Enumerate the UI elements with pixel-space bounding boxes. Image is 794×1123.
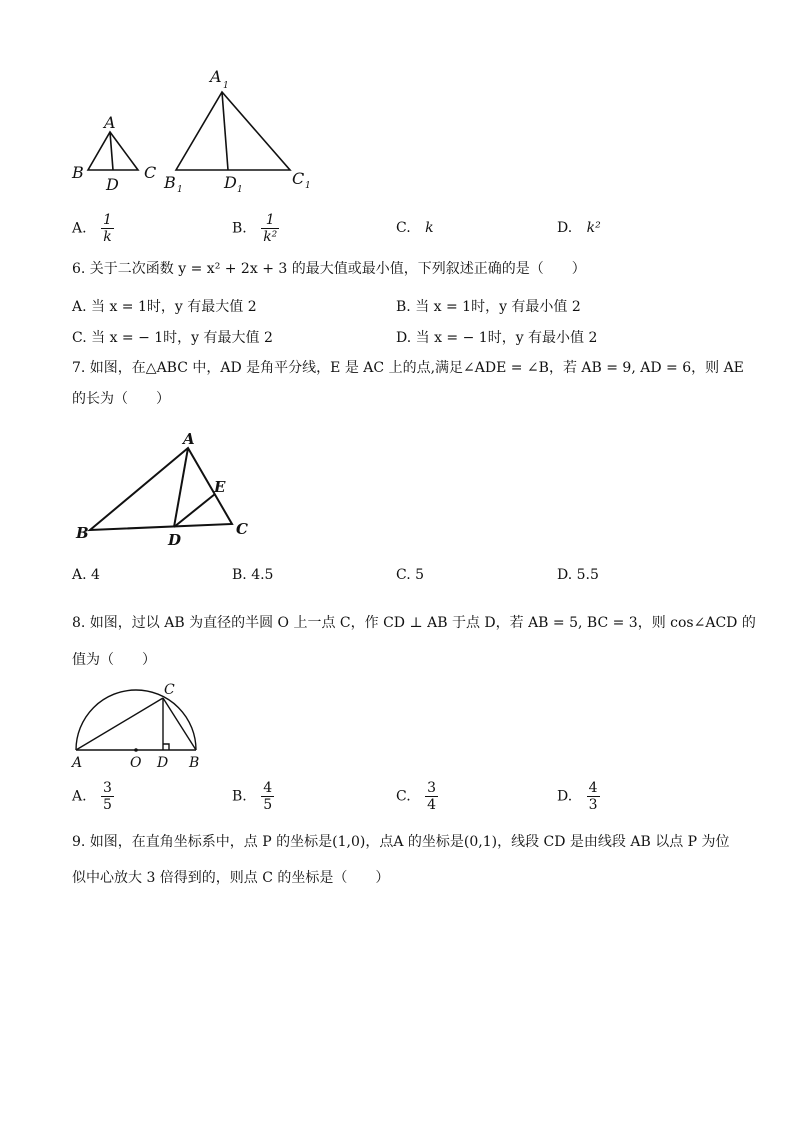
- fig5-label-b: B: [72, 163, 84, 182]
- q7-option-b[interactable]: B. 4.5: [232, 567, 274, 583]
- q6-option-b[interactable]: B. 当 x = 1时，y 有最小值 2: [396, 299, 581, 315]
- q7-label-c: C: [236, 520, 248, 538]
- q5-b-denominator: k²: [263, 229, 278, 245]
- fig5-label-b1: B: [164, 173, 176, 192]
- fig5-sub-b1: 1: [177, 185, 183, 195]
- q7-label-b: B: [76, 524, 89, 542]
- q8-stem-line1: 8. 如图，过以 AB 为直径的半圆 O 上一点 C，作 CD ⊥ AB 于点 D，若 AB = 5, BC = 3，则 cos∠ACD 的: [72, 615, 756, 631]
- q7-stem-line1: 7. 如图，在△ABC 中，AD 是角平分线，E 是 AC 上的点,满足∠ADE = ∠B，若 AB = 9, AD = 6，则 AE: [72, 360, 744, 376]
- q7-label-e: E: [214, 478, 226, 496]
- q6-option-d[interactable]: D. 当 x = − 1时，y 有最小值 2: [396, 330, 598, 346]
- q8-b-numerator: 4: [263, 780, 273, 796]
- q5-option-a[interactable]: A. $\frac{1}{k}$: [72, 212, 112, 245]
- q7-triangle-figure: [72, 428, 262, 550]
- q8-d-denominator: 3: [588, 797, 598, 813]
- fig5-label-a: A: [104, 113, 116, 132]
- fig5-sub-a1: 1: [223, 81, 229, 91]
- q8-label-b: B: [189, 755, 200, 770]
- q8-option-d[interactable]: D. $\frac{4}{3}$: [557, 780, 598, 813]
- q6-stem: 6. 关于二次函数 y = x² + 2x + 3 的最大值或最小值，下列叙述正确的是（ ）: [72, 261, 586, 277]
- q8-label-a: A: [72, 755, 83, 770]
- q8-label-c: C: [164, 682, 175, 698]
- q9-stem-line1: 9. 如图，在直角坐标系中，点 P 的坐标是(1,0)，点A 的坐标是(0,1)，线段 CD 是由线段 AB 以点 P 为位: [72, 834, 730, 850]
- q7-option-a[interactable]: A. 4: [72, 567, 100, 583]
- q8-d-numerator: 4: [588, 780, 598, 796]
- fig5-label-d1: D: [224, 173, 237, 192]
- q5-option-d[interactable]: D. k²: [557, 220, 601, 236]
- q8-option-b[interactable]: B. $\frac{4}{5}$: [232, 780, 273, 813]
- q8-c-numerator: 3: [427, 780, 437, 796]
- q7-stem-line2: 的长为（ ）: [72, 391, 170, 407]
- fig5-sub-d1: 1: [237, 185, 243, 195]
- q5-b-numerator: 1: [261, 212, 279, 229]
- fig5-label-a1: A: [210, 67, 222, 86]
- q8-semicircle-figure: [68, 678, 208, 770]
- q8-a-numerator: 3: [103, 780, 112, 796]
- fig5-label-c: C: [144, 163, 157, 182]
- q7-option-c[interactable]: C. 5: [396, 567, 425, 583]
- q8-b-denominator: 5: [263, 797, 273, 813]
- q8-a-denominator: 5: [103, 797, 112, 813]
- q8-c-denominator: 4: [427, 797, 437, 813]
- fig5-sub-c1: 1: [305, 181, 311, 191]
- q5-a-numerator: 1: [103, 212, 112, 228]
- similar-triangles-figure: [68, 62, 328, 197]
- q6-option-c[interactable]: C. 当 x = − 1时，y 有最大值 2: [72, 330, 273, 346]
- q8-option-c[interactable]: C. $\frac{3}{4}$: [396, 780, 437, 813]
- q7-option-d[interactable]: D. 5.5: [557, 567, 599, 583]
- q6-option-a[interactable]: A. 当 x = 1时，y 有最大值 2: [72, 299, 257, 315]
- q8-label-o: O: [130, 755, 142, 770]
- q7-label-a: A: [183, 430, 195, 448]
- fig5-label-d: D: [106, 175, 119, 194]
- q7-label-d: D: [168, 531, 182, 549]
- q8-option-a[interactable]: A. $\frac{3}{5}$: [72, 780, 112, 813]
- q8-stem-line2: 值为（ ）: [72, 652, 156, 668]
- q8-label-d: D: [157, 755, 169, 770]
- fig5-label-c1: C: [292, 169, 305, 188]
- q5-option-c[interactable]: C. k: [396, 220, 434, 236]
- q9-stem-line2: 似中心放大 3 倍得到的，则点 C 的坐标是（ ）: [72, 870, 390, 886]
- q5-option-b[interactable]: B. $\frac{1}{\text{k²}}$: [232, 212, 278, 245]
- q5-a-denominator: k: [103, 229, 112, 245]
